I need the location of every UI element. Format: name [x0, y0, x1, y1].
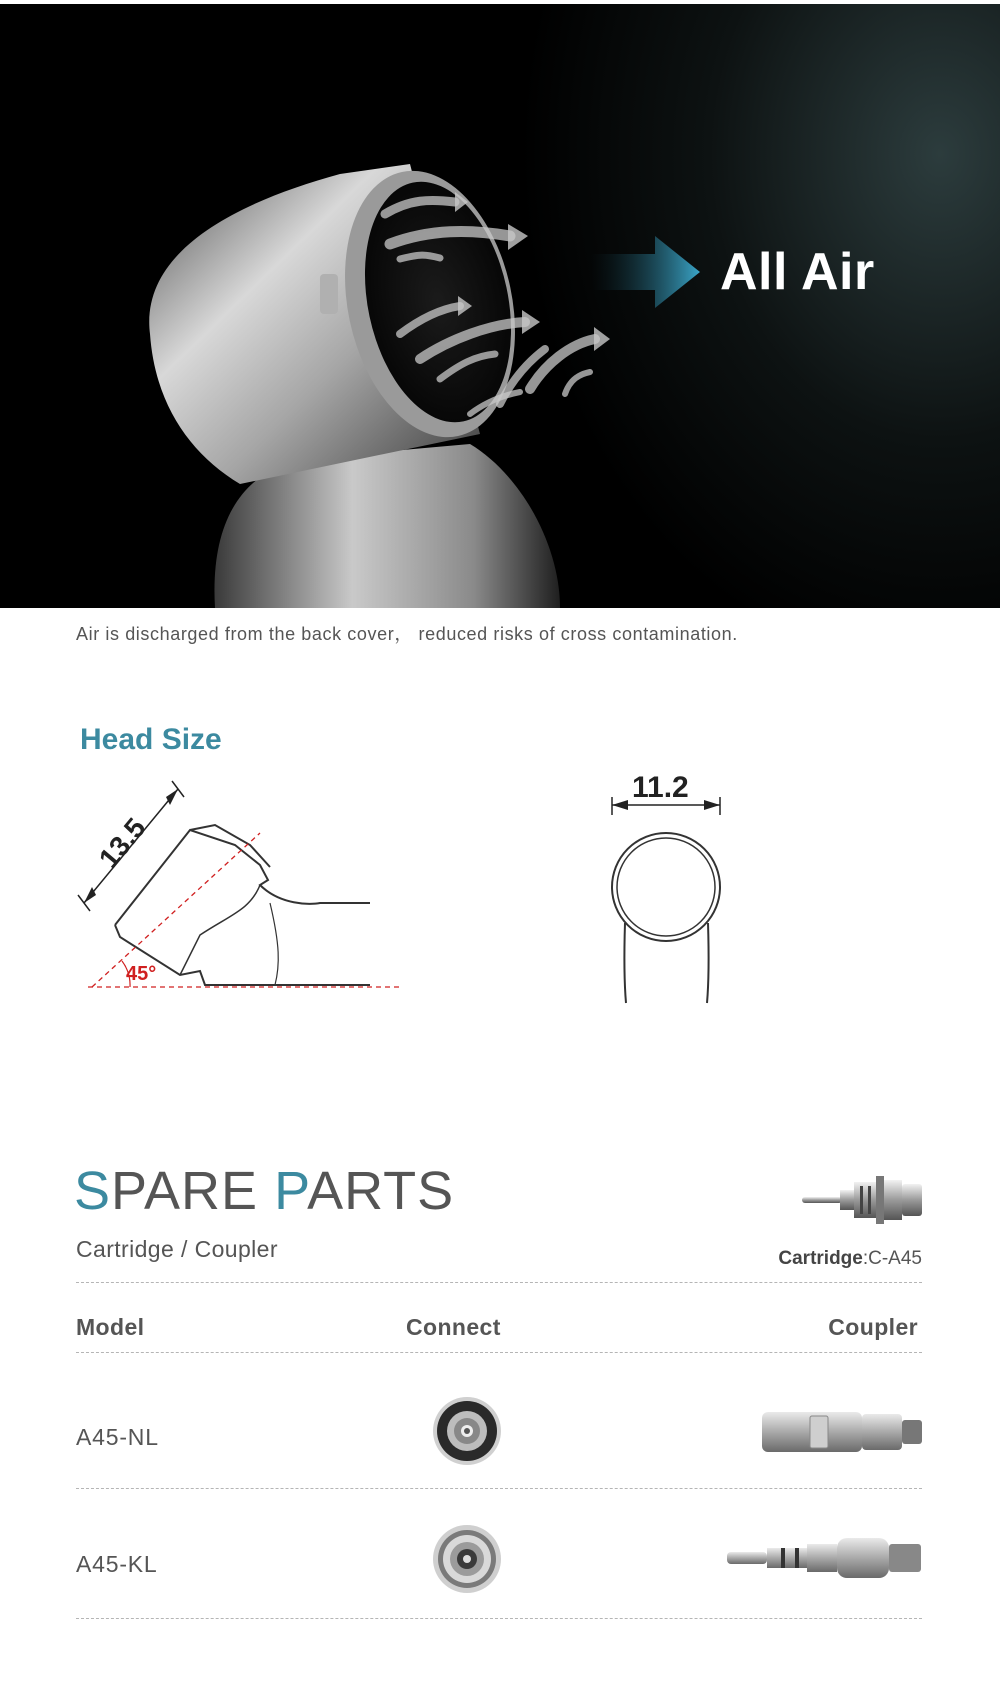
head-length-diagram [70, 775, 410, 1010]
connect-image [432, 1524, 502, 1599]
hero-title: All Air [720, 243, 875, 301]
head-size-title: Head Size [80, 723, 222, 756]
table-row-model: A45-KL [76, 1551, 158, 1577]
head-diameter-diagram [600, 765, 740, 1010]
hero-caption: Air is discharged from the back cover， reduced risks of cross contamination. [76, 624, 738, 644]
coupler-image [725, 1534, 925, 1587]
coupler-image [760, 1408, 926, 1461]
table-row-model: A45-NL [76, 1424, 159, 1450]
divider [76, 1282, 922, 1283]
column-header-connect: Connect [406, 1314, 501, 1340]
length-label: 13.5 [92, 812, 152, 874]
angle-label: 45° [126, 963, 157, 985]
hero-banner [0, 4, 1000, 608]
spare-parts-title: SPARE PARTS [74, 1161, 455, 1221]
cartridge-label: Cartridge:C-A45 [778, 1248, 922, 1269]
divider [76, 1488, 922, 1489]
divider [76, 1352, 922, 1353]
divider [76, 1618, 922, 1619]
column-header-coupler: Coupler [828, 1314, 918, 1340]
diameter-label: 11.2 [632, 771, 689, 804]
column-header-model: Model [76, 1314, 145, 1340]
spare-parts-subtitle: Cartridge / Coupler [76, 1236, 278, 1262]
cartridge-image [800, 1168, 926, 1237]
connect-image [432, 1396, 502, 1471]
handpiece-head-illustration [0, 4, 1000, 608]
